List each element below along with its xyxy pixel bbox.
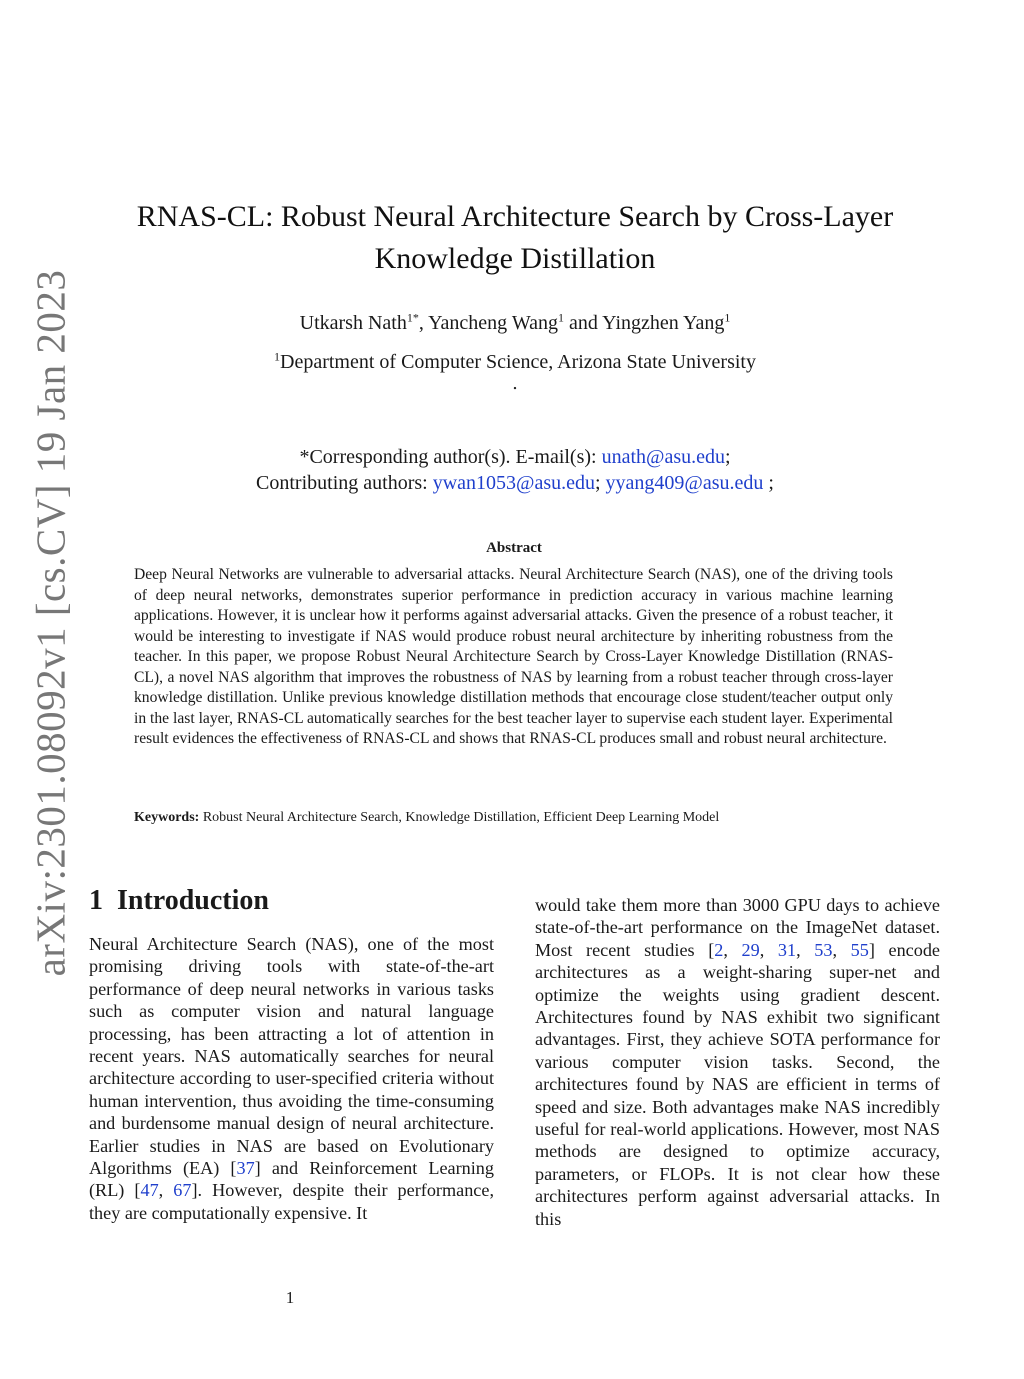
- citation-bracket: ]: [191, 1180, 198, 1201]
- citation-link[interactable]: 47: [140, 1180, 159, 1201]
- corresponding-label: *Corresponding author(s). E-mail(s):: [299, 446, 602, 468]
- arxiv-identifier: [27, 269, 73, 976]
- email-link[interactable]: yyang409@asu.edu: [605, 472, 764, 494]
- affiliation: [100, 349, 930, 375]
- citation-link[interactable]: 67: [173, 1180, 192, 1201]
- corresponding-line: [100, 444, 930, 470]
- author-mark: 1*: [406, 310, 419, 325]
- paper-title: RNAS-CL: Robust Neural Architecture Search by Cross-Layer Knowledge Distillation: [136, 200, 894, 275]
- author-mark: 1: [557, 310, 564, 325]
- page-number: 1: [285, 1288, 295, 1307]
- right-column-text: [535, 894, 940, 1230]
- citation-separator: ,: [759, 939, 778, 960]
- arxiv-identifier-text: arXiv:2301.08092v1 [cs.CV] 19 Jan 2023: [27, 269, 73, 976]
- citation-separator: ,: [158, 1180, 174, 1201]
- paragraph-text: Neural Architecture Search (NAS), one of the most promising driving tools with state-of-the-art performance of deep neural networks in various tasks such as computer vision and natural language processing, has been attracting a lot of attention in recent years. NAS automatically searches for neural architecture according to user-specified criteria without human intervention, thus avoiding the time-consuming and burdensome manual design of neural architecture. Earlier studies in NAS are based on Evolutionary Algorithms (EA): [89, 934, 494, 1179]
- keywords: [134, 808, 894, 828]
- contributing-line: [100, 470, 930, 496]
- left-column-text: [89, 933, 494, 1224]
- citation-link[interactable]: 2: [714, 939, 724, 960]
- affiliation-trailer: .: [512, 373, 518, 394]
- citation-bracket: ]: [254, 1158, 261, 1179]
- abstract-heading: Abstract: [486, 540, 542, 556]
- citation-link[interactable]: 53: [814, 939, 833, 960]
- contributing-label: Contributing authors:: [256, 472, 433, 494]
- citation-bracket: [: [134, 1180, 141, 1201]
- affiliation-text: Department of Computer Science, Arizona State University: [280, 351, 756, 373]
- author-mark: 1: [724, 310, 731, 325]
- citation-bracket: [: [230, 1158, 237, 1179]
- paragraph-text: would take them more than 3000 GPU days to achieve state-of-the-art performance on the ImageNet dataset. Most recent studies: [535, 895, 940, 960]
- punctuation: ;: [594, 472, 606, 494]
- abstract-text: Deep Neural Networks are vulnerable to adversarial attacks. Neural Architecture Search (NAS), one of the driving tools of deep neural networks, demonstrates superior performance in prediction accuracy in various machine learning applications. However, it is unclear how it performs against adversarial attacks. Given the presence of a robust teacher, it would be interesting to investigate if NAS would produce robust neural architecture by inheriting robustness from the teacher. In this paper, we propose Robust Neural Architecture Search by Cross-Layer Knowledge Distillation (RNAS-CL), a novel NAS algorithm that improves the robustness of NAS by learning from a robust teacher through cross-layer knowledge distillation. Unlike previous knowledge distillation methods that encourage close student/teacher output only in the last layer, RNAS-CL automatically searches for the best teacher layer to supervise each student layer. Experimental result evidences the effectiveness of RNAS-CL and shows that RNAS-CL produces small and robust neural architecture.: [134, 566, 893, 747]
- section-number: 1: [89, 885, 103, 916]
- punctuation: ;: [763, 472, 774, 494]
- citation-link[interactable]: 29: [741, 939, 760, 960]
- author-separator: ,: [418, 312, 429, 334]
- citation-link[interactable]: 37: [236, 1158, 255, 1179]
- punctuation: ;: [725, 446, 731, 468]
- citation-separator: ,: [832, 939, 851, 960]
- paragraph-text: and Reinforcement Learning (RL): [89, 1158, 494, 1201]
- author-name: Yancheng Wang: [428, 312, 558, 334]
- citation-link[interactable]: 55: [850, 939, 869, 960]
- affiliation-mark: 1: [274, 349, 280, 364]
- citation-bracket: [: [708, 939, 715, 960]
- author-list: [100, 310, 930, 336]
- citation-link[interactable]: 31: [777, 939, 797, 960]
- keywords-label: Keywords:: [134, 810, 200, 825]
- email-link[interactable]: ywan1053@asu.edu: [432, 472, 595, 494]
- section-title: Introduction: [117, 885, 269, 916]
- citation-bracket: ]: [868, 939, 875, 960]
- paragraph-text: encode architectures as a weight-sharing super-net and optimize the weights using gradient descent. Architectures found by NAS exhibit two significant advantages. First, they achieve SOTA performance for various computer vision tasks. Second, the architectures found by NAS are efficient in terms of speed and size. Both advantages make NAS incredibly useful for real-world applications. However, most NAS methods are designed to optimize accuracy, parameters, or FLOPs. It is not clear how these architectures perform against adversarial attacks. In this: [535, 939, 940, 1229]
- correspondence-block: [100, 444, 930, 496]
- author-name: Yingzhen Yang: [602, 312, 725, 334]
- keywords-text: Robust Neural Architecture Search, Knowledge Distillation, Efficient Deep Learning Model: [199, 810, 720, 825]
- citation-separator: ,: [723, 939, 742, 960]
- email-link[interactable]: unath@asu.edu: [601, 446, 725, 468]
- author-name: Utkarsh Nath: [299, 312, 407, 334]
- citation-separator: ,: [796, 939, 815, 960]
- author-separator: and: [563, 312, 603, 334]
- section-heading: [89, 885, 269, 917]
- paragraph-text: . However, despite their performance, they are computationally expensive. It: [89, 1180, 494, 1223]
